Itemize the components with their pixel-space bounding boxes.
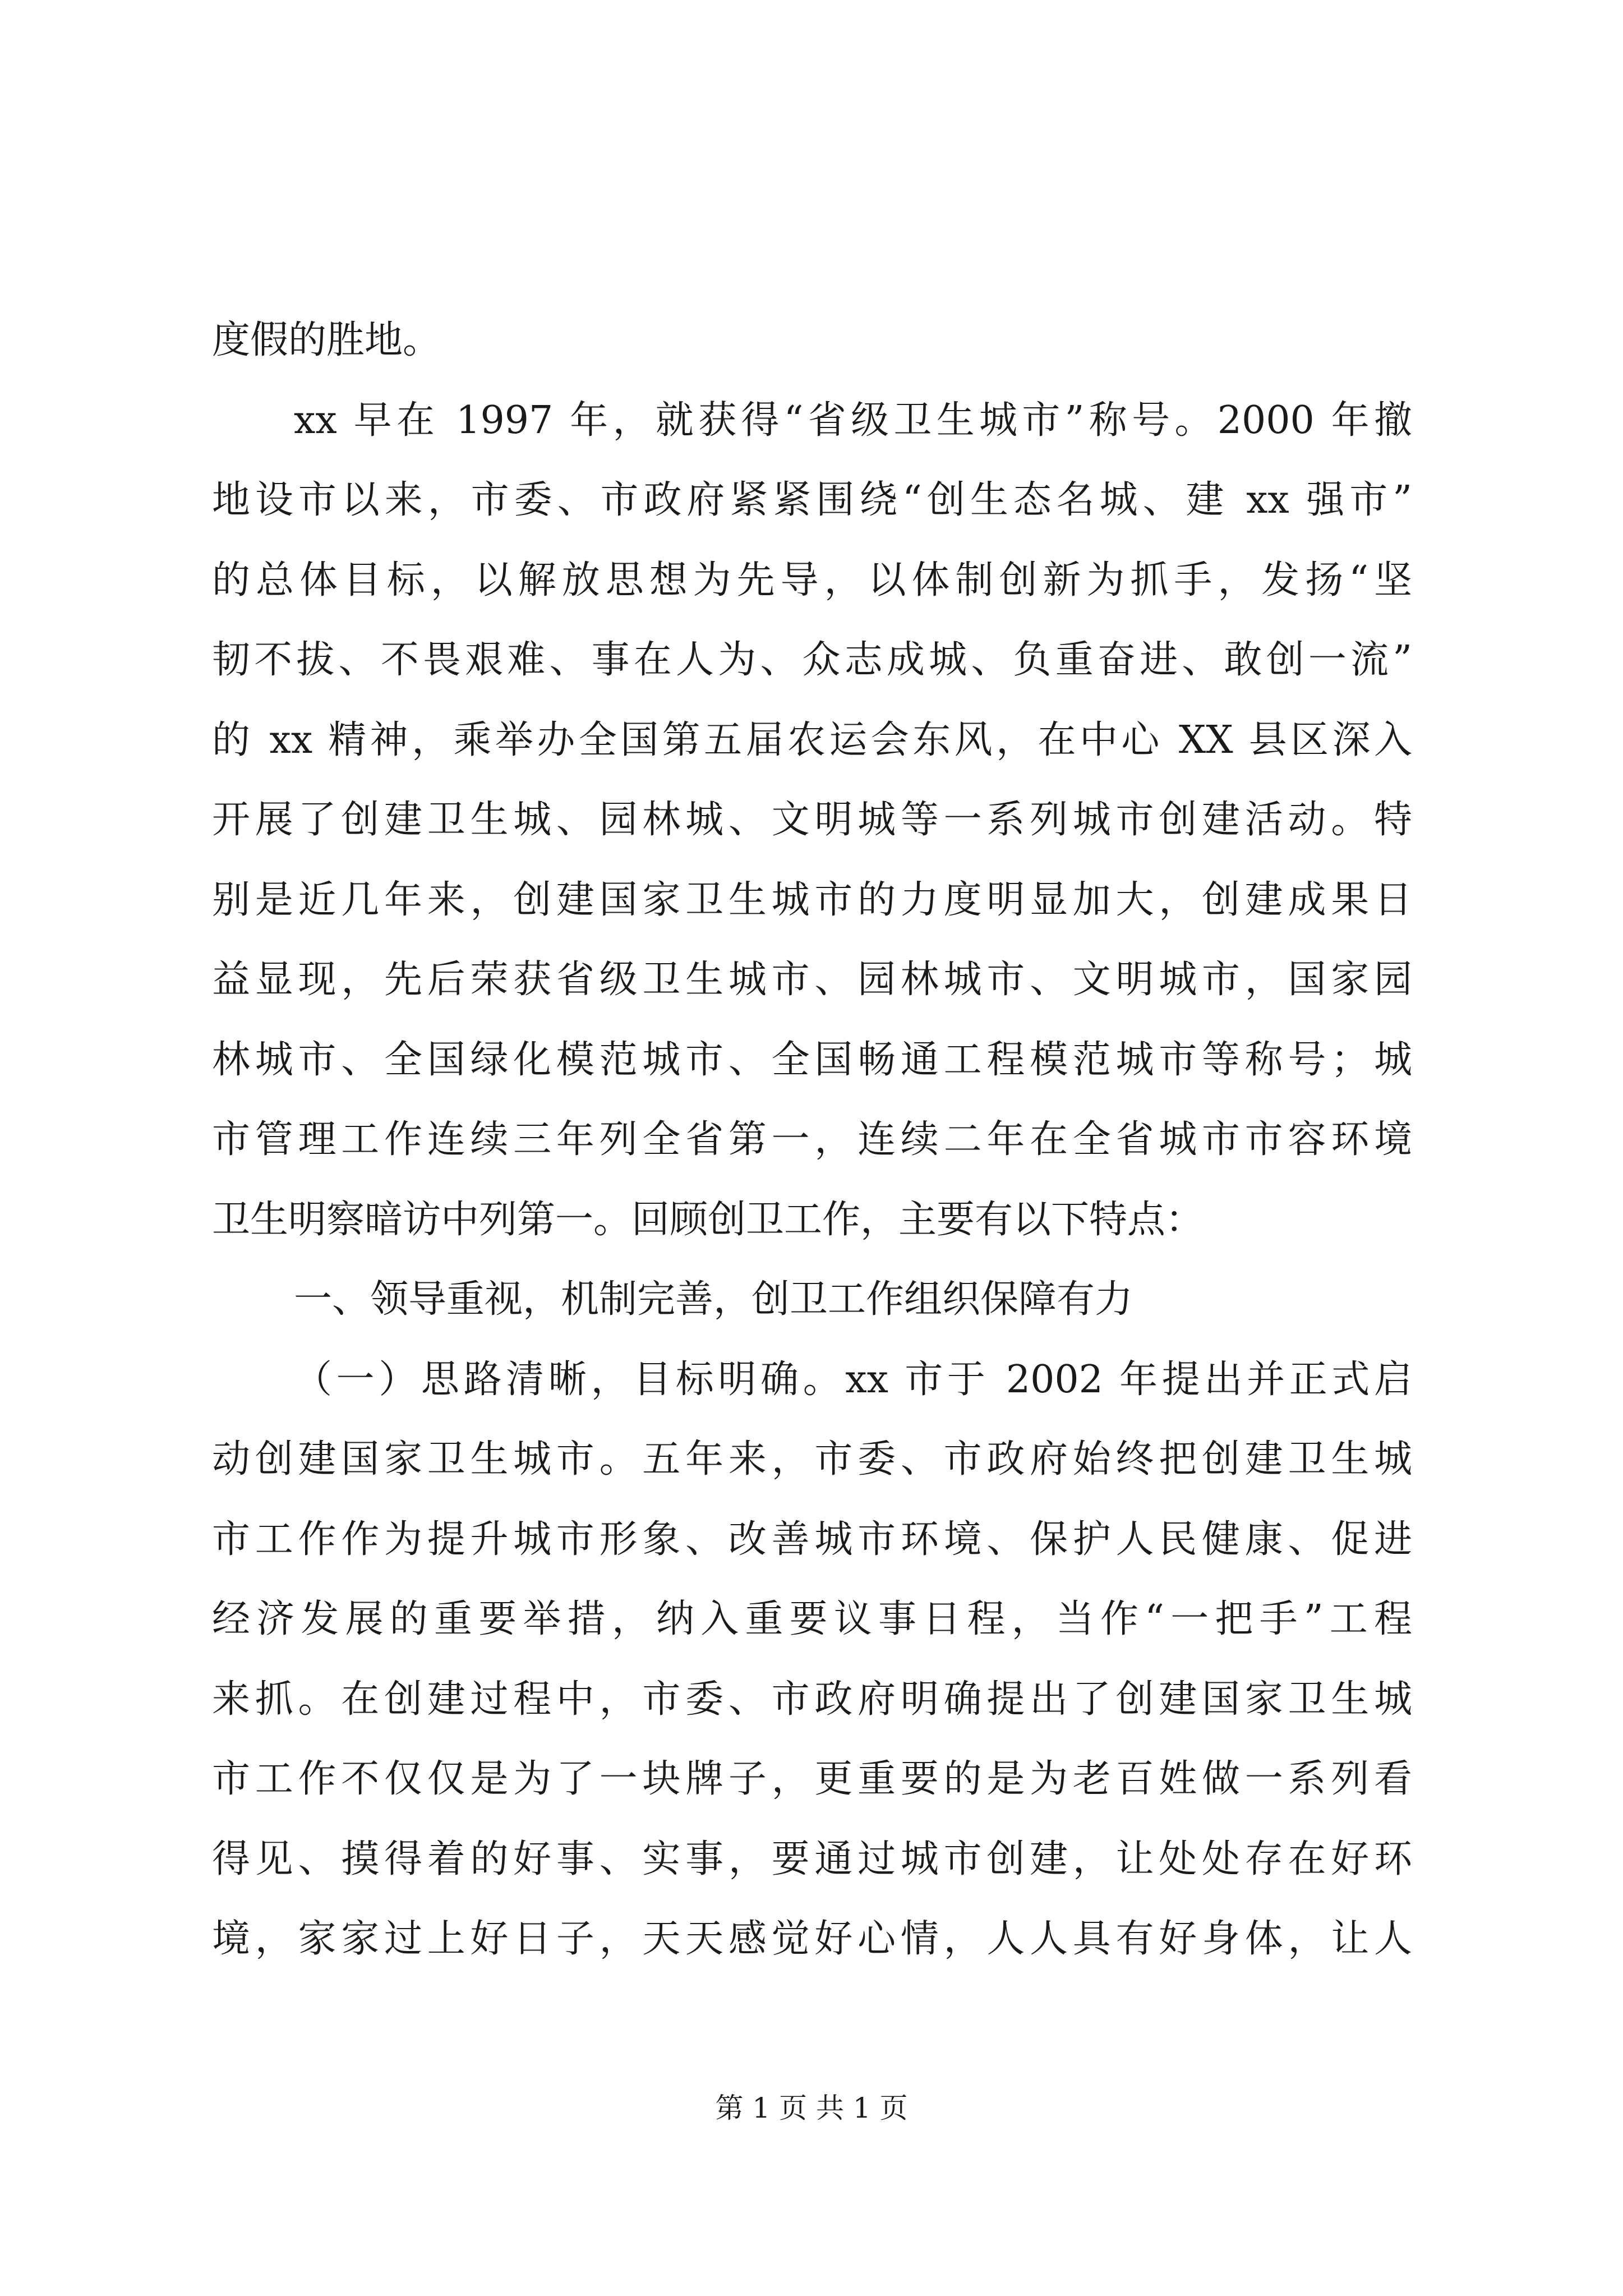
text-line: 益显现，先后荣获省级卫生城市、园林城市、文明城市，国家园 <box>212 958 1412 1002</box>
text-line: 市管理工作连续三年列全省第一，连续二年在全省城市市容环境 <box>212 1117 1412 1162</box>
text-line: 卫生明察暗访中列第一。回顾创卫工作，主要有以下特点： <box>212 1197 1204 1242</box>
text-line: 别是近几年来，创建国家卫生城市的力度明显加大，创建成果日 <box>212 877 1412 922</box>
section-heading: 一、领导重视，机制完善，创卫工作组织保障有力 <box>294 1277 1133 1322</box>
text-line: 动创建国家卫生城市。五年来，市委、市政府始终把创建卫生城 <box>212 1437 1412 1481</box>
paragraph-start-line: xx 早在 1997 年，就获得“省级卫生城市”称号。2000 年撤 <box>294 398 1412 443</box>
text-line: 得见、摸得着的好事、实事，要通过城市创建，让处处存在好环 <box>212 1837 1412 1881</box>
text-line: 的 xx 精神，乘举办全国第五届农运会东风，在中心 XX 县区深入 <box>212 717 1412 762</box>
text-line: 经济发展的重要举措，纳入重要议事日程，当作“一把手”工程 <box>212 1597 1412 1641</box>
text-line: 来抓。在创建过程中，市委、市政府明确提出了创建国家卫生城 <box>212 1677 1412 1722</box>
page-footer <box>0 2086 1623 2126</box>
subsection-start-line: （一）思路清晰，目标明确。xx 市于 2002 年提出并正式启 <box>294 1357 1412 1402</box>
text-line: 开展了创建卫生城、园林城、文明城等一系列城市创建活动。特 <box>212 798 1412 842</box>
text-line: 市工作不仅仅是为了一块牌子，更重要的是为老百姓做一系列看 <box>212 1757 1412 1801</box>
text-line: 度假的胜地。 <box>212 318 441 362</box>
page-number-label: 第 1 页 共 1 页 <box>715 2092 908 2124</box>
text-line: 地设市以来，市委、市政府紧紧围绕“创生态名城、建 xx 强市” <box>212 478 1412 522</box>
text-line: 林城市、全国绿化模范城市、全国畅通工程模范城市等称号；城 <box>212 1037 1412 1082</box>
text-line: 韧不拔、不畏艰难、事在人为、众志成城、负重奋进、敢创一流” <box>212 638 1412 682</box>
document-body <box>212 301 1412 1980</box>
text-line: 境，家家过上好日子，天天感觉好心情，人人具有好身体，让人 <box>212 1917 1412 1961</box>
text-line: 市工作作为提升城市形象、改善城市环境、保护人民健康、促进 <box>212 1517 1412 1562</box>
text-line: 的总体目标，以解放思想为先导，以体制创新为抓手，发扬“坚 <box>212 558 1412 602</box>
